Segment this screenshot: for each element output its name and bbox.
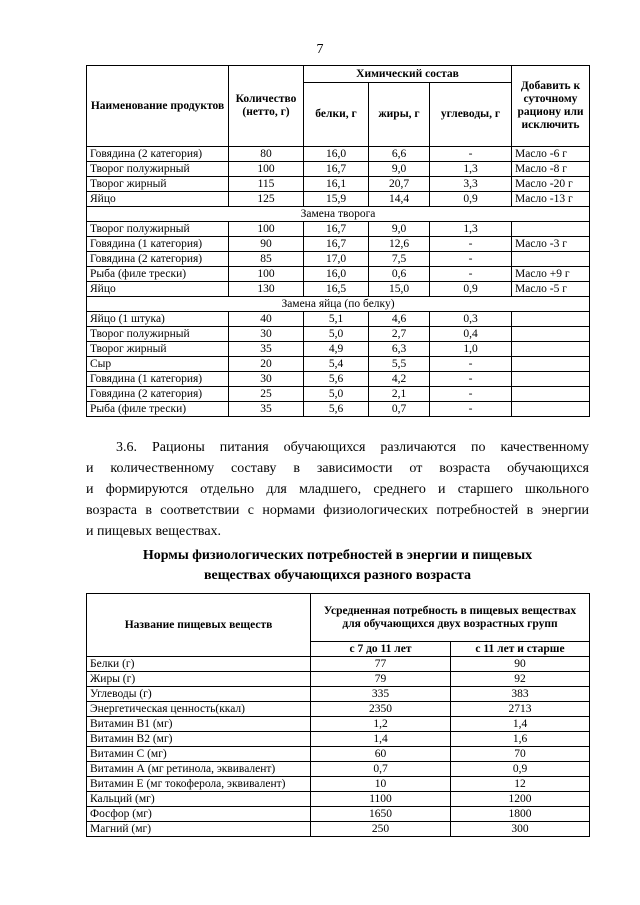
proteins-cell: 5,6 [304, 372, 369, 387]
section-title: Замена яйца (по белку) [87, 297, 590, 312]
table-row [87, 342, 590, 357]
product-name-cell: Творог полужирный [87, 222, 229, 237]
header-chemical-composition: Химический состав [304, 66, 512, 83]
value-age-11-plus-cell: 1800 [451, 807, 590, 822]
product-name-cell: Говядина (1 категория) [87, 237, 229, 252]
product-name-cell: Творог жирный [87, 177, 229, 192]
value-age-7-11-cell: 1,2 [311, 717, 451, 732]
carbs-cell: - [430, 237, 512, 252]
fats-cell: 9,0 [369, 162, 430, 177]
section-heading [86, 546, 589, 586]
proteins-cell: 5,6 [304, 402, 369, 417]
heading-line-2: веществах обучающихся разного возраста [203, 568, 472, 583]
physiological-norms-table [86, 593, 590, 837]
value-age-11-plus-cell: 1200 [451, 792, 590, 807]
product-name-cell: Говядина (2 категория) [87, 252, 229, 267]
nutrient-name-cell: Энергетическая ценность(ккал) [87, 702, 311, 717]
product-name-cell: Яйцо [87, 192, 229, 207]
fats-cell: 2,1 [369, 387, 430, 402]
nutrient-name-cell: Магний (мг) [87, 822, 311, 837]
paragraph-line: и формируются отдельно для младшего, среднего и старшего школьного [86, 482, 589, 497]
fats-cell: 9,0 [369, 222, 430, 237]
value-age-7-11-cell: 77 [311, 657, 451, 672]
value-age-7-11-cell: 335 [311, 687, 451, 702]
quantity-cell: 130 [229, 282, 304, 297]
carbs-cell: 1,0 [430, 342, 512, 357]
carbs-cell: - [430, 402, 512, 417]
table-row [87, 792, 590, 807]
adjustment-cell [512, 372, 590, 387]
product-name-cell: Рыба (филе трески) [87, 402, 229, 417]
paragraph-line: и количественному составу в зависимости от возраста обучающихся [86, 461, 589, 476]
value-age-7-11-cell: 1,4 [311, 732, 451, 747]
nutrient-name-cell: Углеводы (г) [87, 687, 311, 702]
proteins-cell: 5,0 [304, 387, 369, 402]
product-name-cell: Говядина (2 категория) [87, 387, 229, 402]
fats-cell: 12,6 [369, 237, 430, 252]
carbs-cell: 0,3 [430, 312, 512, 327]
fats-cell: 6,3 [369, 342, 430, 357]
nutrient-name-cell: Белки (г) [87, 657, 311, 672]
value-age-11-plus-cell: 2713 [451, 702, 590, 717]
header-age-11-plus: с 11 лет и старше [451, 642, 590, 657]
adjustment-cell [512, 327, 590, 342]
header-carbs: углеводы, г [430, 83, 512, 147]
fats-cell: 7,5 [369, 252, 430, 267]
carbs-cell: - [430, 387, 512, 402]
quantity-cell: 100 [229, 222, 304, 237]
paragraph-line: и пищевых веществах. [86, 524, 222, 539]
nutrient-name-cell: Витамин В1 (мг) [87, 717, 311, 732]
table-row [87, 312, 590, 327]
value-age-7-11-cell: 60 [311, 747, 451, 762]
carbs-cell: 1,3 [430, 162, 512, 177]
proteins-cell: 16,5 [304, 282, 369, 297]
value-age-11-plus-cell: 12 [451, 777, 590, 792]
product-name-cell: Творог полужирный [87, 327, 229, 342]
nutrient-name-cell: Витамин А (мг ретинола, эквивалент) [87, 762, 311, 777]
section-title: Замена творога [87, 207, 590, 222]
proteins-cell: 15,9 [304, 192, 369, 207]
carbs-cell: 0,9 [430, 192, 512, 207]
quantity-cell: 25 [229, 387, 304, 402]
carbs-cell: 0,9 [430, 282, 512, 297]
table-row [87, 267, 590, 282]
table-row [87, 687, 590, 702]
proteins-cell: 16,7 [304, 222, 369, 237]
adjustment-cell [512, 252, 590, 267]
proteins-cell: 5,4 [304, 357, 369, 372]
nutrient-name-cell: Кальций (мг) [87, 792, 311, 807]
header-quantity: Количество (нетто, г) [229, 66, 304, 147]
quantity-cell: 35 [229, 342, 304, 357]
table1-body [87, 147, 590, 417]
adjustment-cell [512, 387, 590, 402]
food-substitution-table [86, 65, 590, 417]
quantity-cell: 90 [229, 237, 304, 252]
value-age-7-11-cell: 1650 [311, 807, 451, 822]
nutrient-name-cell: Витамин Е (мг токоферола, эквивалент) [87, 777, 311, 792]
adjustment-cell: Масло +9 г [512, 267, 590, 282]
page-number: 7 [316, 42, 324, 57]
heading-line-1: Нормы физиологических потребностей в энергии и пищевых [142, 548, 533, 563]
section-row [87, 207, 590, 222]
carbs-cell: 3,3 [430, 177, 512, 192]
adjustment-cell [512, 357, 590, 372]
product-name-cell: Яйцо [87, 282, 229, 297]
carbs-cell: - [430, 267, 512, 282]
table-row [87, 672, 590, 687]
adjustment-cell: Масло -6 г [512, 147, 590, 162]
table-row [87, 282, 590, 297]
proteins-cell: 16,7 [304, 162, 369, 177]
proteins-cell: 17,0 [304, 252, 369, 267]
table-row [87, 357, 590, 372]
paragraph-3-6 [86, 437, 589, 542]
paragraph-line: 3.6. Рационы питания обучающихся различаются по качественному [116, 440, 589, 455]
product-name-cell: Говядина (2 категория) [87, 147, 229, 162]
product-name-cell: Говядина (1 категория) [87, 372, 229, 387]
table-row [87, 387, 590, 402]
table-row [87, 162, 590, 177]
table-row [87, 762, 590, 777]
adjustment-cell: Масло -20 г [512, 177, 590, 192]
carbs-cell: 0,4 [430, 327, 512, 342]
table-row [87, 402, 590, 417]
quantity-cell: 125 [229, 192, 304, 207]
table-row [87, 777, 590, 792]
quantity-cell: 85 [229, 252, 304, 267]
value-age-7-11-cell: 250 [311, 822, 451, 837]
proteins-cell: 5,0 [304, 327, 369, 342]
proteins-cell: 4,9 [304, 342, 369, 357]
value-age-11-plus-cell: 0,9 [451, 762, 590, 777]
quantity-cell: 40 [229, 312, 304, 327]
header-proteins: белки, г [304, 83, 369, 147]
adjustment-cell [512, 312, 590, 327]
header-add-or-exclude: Добавить к суточному рациону или исключить [512, 66, 590, 147]
table-row [87, 822, 590, 837]
fats-cell: 4,6 [369, 312, 430, 327]
fats-cell: 2,7 [369, 327, 430, 342]
value-age-11-plus-cell: 1,6 [451, 732, 590, 747]
product-name-cell: Рыба (филе трески) [87, 267, 229, 282]
nutrient-name-cell: Витамин С (мг) [87, 747, 311, 762]
table-row [87, 702, 590, 717]
value-age-11-plus-cell: 1,4 [451, 717, 590, 732]
value-age-7-11-cell: 79 [311, 672, 451, 687]
proteins-cell: 16,1 [304, 177, 369, 192]
product-name-cell: Творог жирный [87, 342, 229, 357]
table-row [87, 222, 590, 237]
quantity-cell: 20 [229, 357, 304, 372]
proteins-cell: 5,1 [304, 312, 369, 327]
table-row [87, 732, 590, 747]
fats-cell: 14,4 [369, 192, 430, 207]
section-row [87, 297, 590, 312]
table-row [87, 147, 590, 162]
quantity-cell: 115 [229, 177, 304, 192]
fats-cell: 5,5 [369, 357, 430, 372]
quantity-cell: 30 [229, 327, 304, 342]
value-age-11-plus-cell: 92 [451, 672, 590, 687]
table-row [87, 657, 590, 672]
paragraph-line: возраста в соответствии с нормами физиологических потребностей в энергии [86, 503, 589, 518]
adjustment-cell [512, 222, 590, 237]
fats-cell: 0,6 [369, 267, 430, 282]
carbs-cell: 1,3 [430, 222, 512, 237]
value-age-11-plus-cell: 90 [451, 657, 590, 672]
value-age-7-11-cell: 2350 [311, 702, 451, 717]
value-age-7-11-cell: 1100 [311, 792, 451, 807]
value-age-11-plus-cell: 70 [451, 747, 590, 762]
proteins-cell: 16,0 [304, 267, 369, 282]
nutrient-name-cell: Фосфор (мг) [87, 807, 311, 822]
fats-cell: 0,7 [369, 402, 430, 417]
adjustment-cell: Масло -13 г [512, 192, 590, 207]
quantity-cell: 30 [229, 372, 304, 387]
adjustment-cell: Масло -3 г [512, 237, 590, 252]
carbs-cell: - [430, 372, 512, 387]
fats-cell: 6,6 [369, 147, 430, 162]
adjustment-cell: Масло -5 г [512, 282, 590, 297]
carbs-cell: - [430, 147, 512, 162]
table-row [87, 747, 590, 762]
quantity-cell: 35 [229, 402, 304, 417]
value-age-7-11-cell: 10 [311, 777, 451, 792]
proteins-cell: 16,0 [304, 147, 369, 162]
nutrient-name-cell: Витамин В2 (мг) [87, 732, 311, 747]
quantity-cell: 100 [229, 267, 304, 282]
quantity-cell: 80 [229, 147, 304, 162]
fats-cell: 20,7 [369, 177, 430, 192]
product-name-cell: Сыр [87, 357, 229, 372]
table-row [87, 327, 590, 342]
adjustment-cell: Масло -8 г [512, 162, 590, 177]
fats-cell: 15,0 [369, 282, 430, 297]
carbs-cell: - [430, 357, 512, 372]
value-age-11-plus-cell: 300 [451, 822, 590, 837]
header-product-name: Наименование продуктов [87, 66, 229, 147]
table-row [87, 372, 590, 387]
adjustment-cell [512, 402, 590, 417]
carbs-cell: - [430, 252, 512, 267]
table-row [87, 237, 590, 252]
quantity-cell: 100 [229, 162, 304, 177]
fats-cell: 4,2 [369, 372, 430, 387]
header-age-7-11: с 7 до 11 лет [311, 642, 451, 657]
table-row [87, 192, 590, 207]
product-name-cell: Яйцо (1 штука) [87, 312, 229, 327]
table-row [87, 177, 590, 192]
value-age-11-plus-cell: 383 [451, 687, 590, 702]
nutrient-name-cell: Жиры (г) [87, 672, 311, 687]
table-row [87, 252, 590, 267]
product-name-cell: Творог полужирный [87, 162, 229, 177]
table-row [87, 807, 590, 822]
adjustment-cell [512, 342, 590, 357]
value-age-7-11-cell: 0,7 [311, 762, 451, 777]
proteins-cell: 16,7 [304, 237, 369, 252]
header-average-need: Усредненная потребность в пищевых веществах для обучающихся двух возрастных групп [311, 594, 590, 642]
header-nutrient-name: Название пищевых веществ [87, 594, 311, 657]
table2-body [87, 657, 590, 837]
table-row [87, 717, 590, 732]
header-fats: жиры, г [369, 83, 430, 147]
